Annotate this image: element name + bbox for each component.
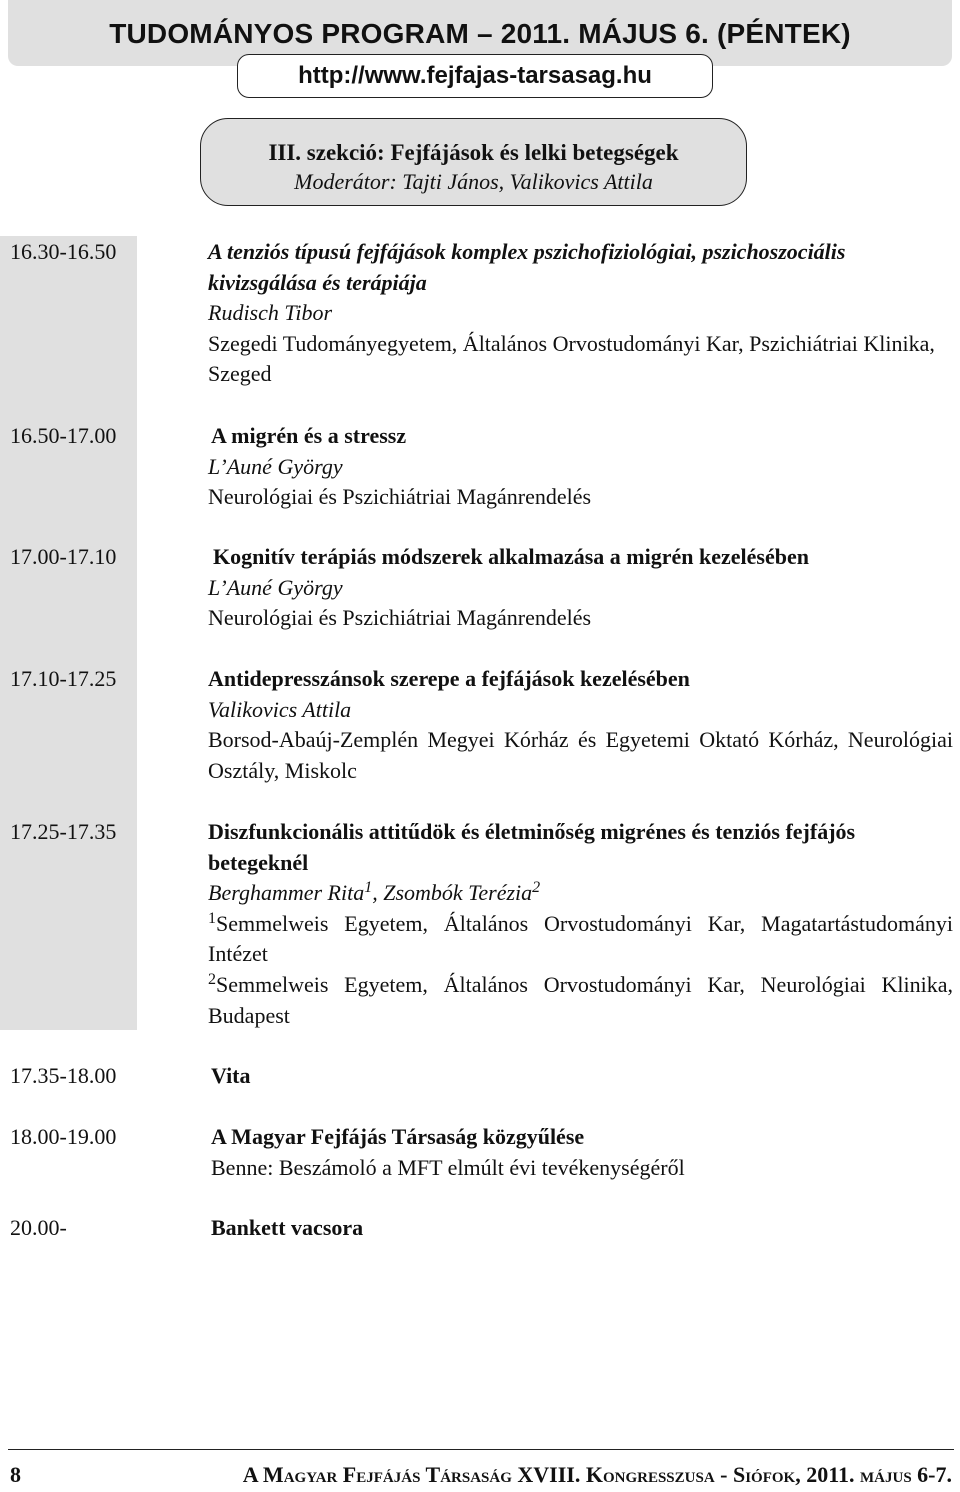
author-affiliation-index: 2 [532, 879, 541, 897]
affiliation-text: Semmelweis Egyetem, Általános Orvostudományi Kar, Magatartástudományi Intézet [208, 910, 953, 967]
affiliation-index: 2 [208, 970, 216, 988]
talk-affiliation [208, 909, 953, 970]
talk-affiliation: Neurológiai és Pszichiátriai Magánrendelés [208, 605, 592, 631]
talk-title: Kognitív terápiás módszerek alkalmazása a migrén kezelésében [213, 544, 809, 569]
talk-author: L’Auné György [208, 574, 343, 600]
program-item [208, 664, 953, 786]
author-name: Zsombók Terézia [383, 880, 533, 906]
program-item [208, 542, 953, 634]
time-slot: 17.35-18.00 [10, 1063, 117, 1088]
talk-authors [208, 878, 953, 909]
talk-title: Antidepresszánsok szerepe a fejfájások kezelésében [208, 666, 690, 691]
time-slot: 16.30-16.50 [10, 239, 117, 264]
page-title: TUDOMÁNYOS PROGRAM – 2011. MÁJUS 6. (PÉNTEK) [109, 18, 851, 49]
talk-title: A migrén és a stressz [211, 423, 407, 448]
program-item [208, 1122, 953, 1183]
time-slot: 17.00-17.10 [10, 544, 117, 569]
footer-text: A Magyar Fejfájás Társaság XVIII. Kongresszusa - Siófok, 2011. május 6-7. [242, 1462, 952, 1487]
footer-divider [8, 1449, 954, 1450]
author-separator: , [372, 880, 384, 906]
program-item [208, 1213, 953, 1244]
program-item [208, 1061, 953, 1092]
talk-author: Rudisch Tibor [208, 300, 333, 326]
talk-affiliation: Borsod-Abaúj-Zemplén Megyei Kórház és Egyetemi Oktató Kórház, Neurológiai Osztály, Miskolc [208, 727, 953, 783]
talk-title: Diszfunkcionális attitűdök és életminőség migrénes és tenziós fejfájós betegeknél [208, 819, 856, 875]
time-slot: 17.10-17.25 [10, 666, 117, 691]
time-column-band [0, 236, 137, 1030]
talk-affiliation [208, 970, 953, 1031]
program-item [208, 421, 953, 513]
affiliation-index: 1 [208, 909, 216, 927]
author-affiliation-index: 1 [364, 879, 373, 897]
time-slot: 18.00-19.00 [10, 1124, 117, 1149]
time-slot: 20.00- [10, 1215, 67, 1240]
section-box [200, 118, 747, 206]
program-item [208, 817, 953, 1031]
section-title: III. szekció: Fejfájások és lelki betegségek [268, 140, 679, 165]
talk-author: Valikovics Attila [208, 696, 352, 722]
affiliation-text: Semmelweis Egyetem, Általános Orvostudományi Kar, Neurológiai Klinika, Budapest [208, 971, 953, 1028]
section-moderator: Moderátor: Tajti János, Valikovics Attila [294, 169, 653, 194]
talk-affiliation: Neurológiai és Pszichiátriai Magánrendelés [208, 484, 592, 510]
talk-author: L’Auné György [208, 453, 343, 479]
talk-title: Vita [211, 1063, 251, 1088]
talk-title: A Magyar Fejfájás Társaság közgyűlése [211, 1124, 585, 1149]
program-item [208, 237, 953, 390]
time-slot: 17.25-17.35 [10, 819, 117, 844]
author-name: Berghammer Rita [208, 880, 365, 906]
talk-affiliation: Szegedi Tudományegyetem, Általános Orvostudományi Kar, Pszichiátriai Klinika, Szeged [208, 330, 935, 387]
talk-title: Bankett vacsora [211, 1215, 364, 1240]
website-link[interactable]: http://www.fejfajas-tarsasag.hu [237, 54, 713, 98]
talk-title: A tenziós típusú fejfájások komplex pszichofiziológiai, pszichoszociális kivizsgálása és terápiája [208, 239, 846, 295]
page-number: 8 [10, 1462, 21, 1487]
talk-subtitle: Benne: Beszámoló a MFT elmúlt évi tevékenységéről [211, 1154, 685, 1180]
time-slot: 16.50-17.00 [10, 423, 117, 448]
